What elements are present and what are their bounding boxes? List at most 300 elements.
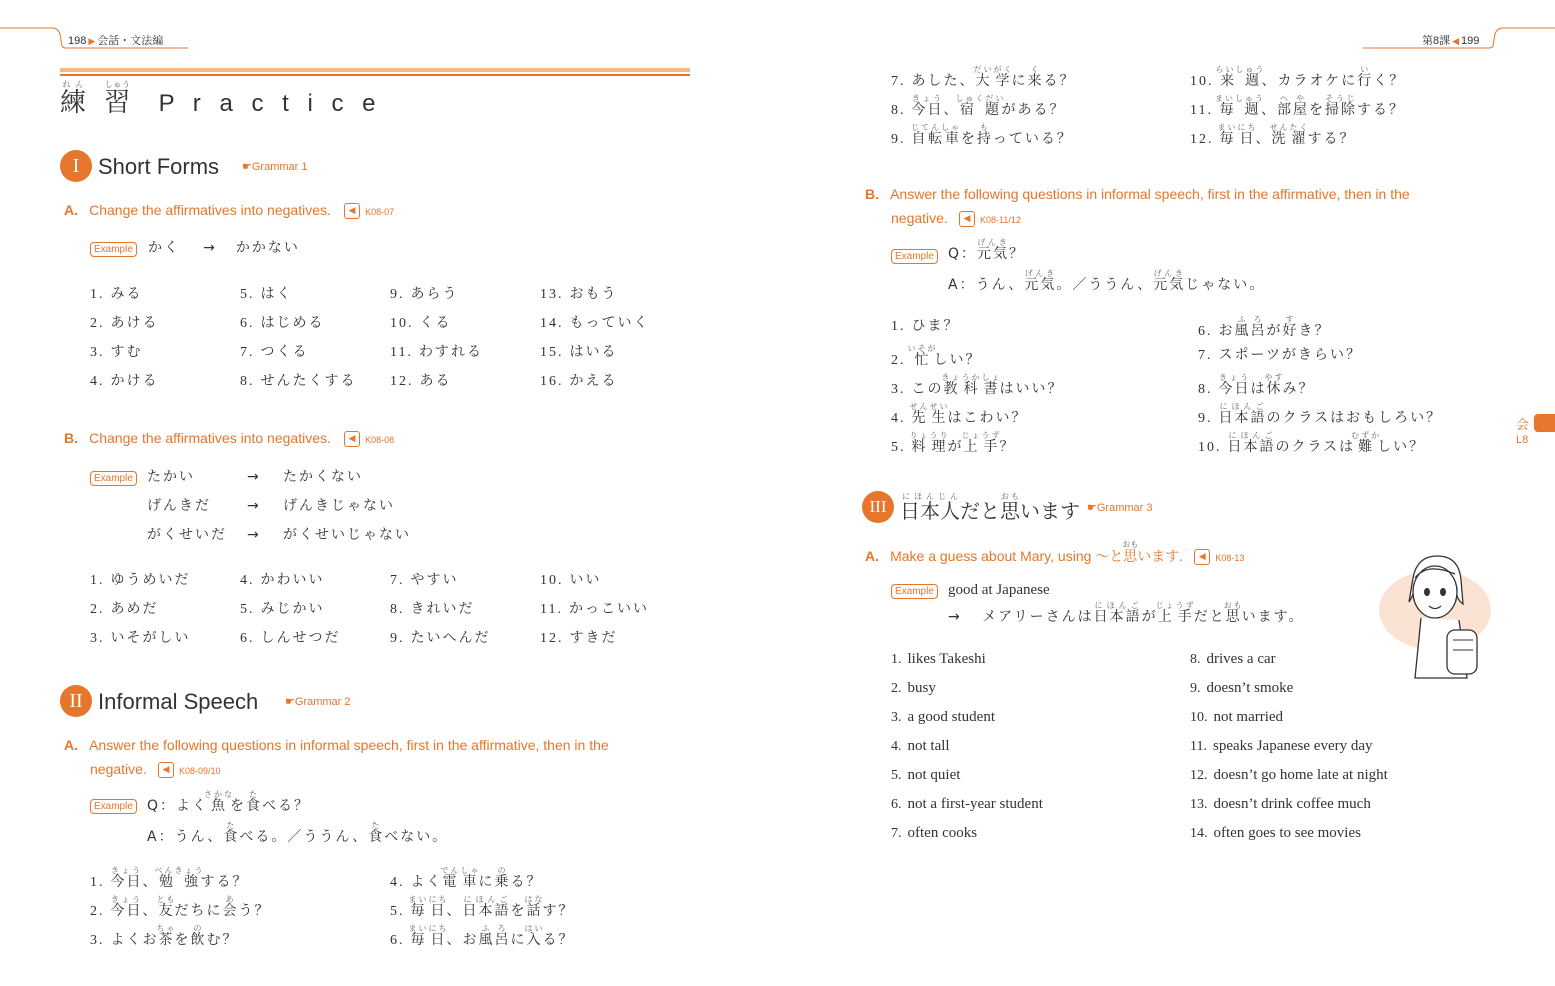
q-kanji: 元気 — [977, 246, 1010, 262]
item-number: 8. — [1190, 652, 1201, 667]
kana-text: しい？ — [933, 352, 982, 368]
exercise-item — [390, 569, 459, 589]
section-2-title: Informal Speech — [98, 689, 259, 714]
section-1a-heading — [64, 200, 394, 219]
kana-text: 、 — [943, 102, 960, 118]
example-question — [948, 238, 1265, 269]
example-from: げんきだ — [147, 498, 211, 514]
instruction-text-2: negative. — [891, 210, 948, 226]
item-text: もっていく — [569, 315, 650, 331]
item-text: かっこいい — [568, 601, 649, 617]
item-text — [911, 373, 1064, 397]
ruby-word — [1223, 601, 1244, 625]
item-number: 16. — [540, 374, 564, 389]
item-number: 2. — [891, 681, 902, 696]
kanji-text: 教科書 — [941, 381, 1002, 397]
kana-text: 、 — [142, 903, 159, 919]
a-ruby: げんき — [1024, 269, 1057, 278]
audio-code: K08-07 — [365, 207, 395, 217]
ruby-word — [440, 866, 481, 890]
instruction-text-2: negative. — [90, 761, 147, 777]
exercise-item — [90, 627, 191, 647]
kana-text: はこわい？ — [947, 410, 1028, 426]
furigana: きょうかしょ — [941, 373, 1002, 382]
exercise-item — [90, 341, 143, 361]
section-3a-heading — [865, 540, 1244, 566]
exercise-item — [390, 283, 459, 303]
item-number: 2. — [90, 904, 105, 919]
furigana: しゅくだい — [955, 94, 1006, 103]
item-text — [1218, 373, 1315, 397]
kana-text: に — [478, 874, 495, 890]
item-number: 6. — [240, 316, 255, 331]
exercise-item — [1190, 65, 1405, 90]
item-text — [1219, 347, 1362, 363]
ruby-word — [1357, 65, 1374, 89]
exercise-item — [1198, 431, 1425, 456]
furigana: ふろ — [1234, 315, 1267, 324]
kanji-text: 風呂 — [1234, 323, 1267, 339]
example-to: がくせいじゃない — [283, 527, 411, 543]
exercise-item — [891, 315, 960, 335]
item-number: 1. — [891, 319, 906, 334]
item-number: 11. — [1190, 739, 1207, 754]
kanji-text: 毎週 — [1214, 102, 1265, 118]
exercise-item — [891, 94, 1066, 119]
sub-letter: A. — [865, 548, 879, 564]
furigana: へや — [1276, 94, 1309, 103]
title-bar-underline — [60, 74, 690, 76]
kanji-text: 話 — [524, 903, 545, 919]
item-text: doesn’t smoke — [1206, 680, 1294, 696]
furigana: ちゃ — [156, 924, 177, 933]
item-number: 12. — [1190, 768, 1208, 783]
furigana: べんきょう — [154, 866, 205, 875]
item-text: はじめる — [260, 315, 325, 331]
exercise-item — [390, 924, 575, 949]
a-text: べない。 — [384, 829, 449, 845]
exercise-item — [90, 866, 249, 891]
exercise-item — [1198, 344, 1362, 364]
item-number: 15. — [540, 345, 564, 360]
kana-text: する？ — [1356, 102, 1405, 118]
item-number: 2. — [90, 602, 105, 617]
kana-text: この — [911, 381, 944, 397]
item-number: 10. — [390, 316, 414, 331]
item-number: 10. — [540, 573, 564, 588]
sub-letter: A. — [64, 202, 78, 218]
exercise-item — [891, 344, 982, 369]
item-number: 8. — [1198, 382, 1213, 397]
furigana: はな — [524, 895, 545, 904]
kanji-text: 来週 — [1215, 73, 1266, 89]
kana-text: だと — [960, 499, 1000, 523]
example-badge: Example — [90, 242, 137, 257]
a-label: A： — [147, 829, 175, 845]
item-text: likes Takeshi — [907, 651, 986, 667]
example-to: たかくない — [283, 469, 363, 485]
audio-speaker-icon[interactable]: ◀ — [1194, 549, 1210, 565]
item-text: せんたくする — [260, 373, 357, 389]
item-number: 2. — [90, 316, 105, 331]
a-kanji: 食 — [223, 829, 240, 845]
ruby-word — [462, 895, 511, 919]
lesson-side-tab[interactable] — [1512, 414, 1555, 446]
item-text: ゆうめいだ — [110, 572, 191, 588]
kanji-text: 今日 — [110, 903, 143, 919]
exercise-item — [240, 312, 325, 332]
kana-text: 、 — [142, 874, 159, 890]
a-text: じゃない。 — [1185, 277, 1266, 293]
furigana: にほんご — [1093, 601, 1142, 610]
section-3a-example — [891, 579, 1050, 599]
ruby-word — [911, 94, 944, 118]
item-text: かえる — [569, 373, 618, 389]
exercise-item — [390, 341, 483, 361]
furigana: いそが — [907, 344, 938, 353]
side-tab-marker — [1534, 414, 1555, 432]
ruby-word — [154, 866, 205, 890]
ruby-word — [1227, 431, 1276, 455]
item-number: 4. — [240, 573, 255, 588]
furigana: も — [976, 123, 993, 132]
kana-text: よくお — [110, 932, 159, 948]
exercise-item — [891, 709, 995, 726]
exercise-item — [1190, 796, 1371, 813]
kanji-text: 休 — [1264, 381, 1285, 397]
kanji-text: 入 — [524, 932, 545, 948]
section-2-grammar-ref[interactable]: ☛Grammar 2 — [285, 696, 351, 708]
exercise-item — [891, 825, 977, 842]
arrow: → — [948, 609, 962, 625]
furigana: らいしゅう — [1215, 65, 1266, 74]
kana-text: に — [510, 932, 527, 948]
ruby-word — [973, 65, 1014, 89]
section-2-numeral: II — [60, 685, 92, 717]
kana-text: る？ — [510, 874, 543, 890]
item-text — [110, 895, 271, 919]
q-kanji: 魚 — [204, 798, 235, 814]
kana-text: あした、 — [911, 73, 976, 89]
kanji-text: 大学 — [973, 73, 1014, 89]
item-text — [911, 65, 1076, 89]
item-text — [907, 344, 982, 368]
ruby-word — [408, 924, 449, 948]
ruby-word — [911, 123, 962, 147]
kana-text: ？ — [999, 439, 1016, 455]
a-kanji: 食 — [368, 829, 385, 845]
mary-illustration — [1375, 548, 1495, 683]
ruby-word — [1027, 65, 1044, 89]
exercise-item — [240, 283, 293, 303]
kana-text: き？ — [1298, 323, 1331, 339]
exercise-item — [90, 312, 159, 332]
exercise-item — [90, 895, 271, 920]
item-number: 12. — [390, 374, 414, 389]
item-number: 8. — [390, 602, 405, 617]
item-number: 3. — [90, 631, 105, 646]
kana-text: する？ — [200, 874, 249, 890]
item-number: 7. — [1198, 348, 1213, 363]
example-from: かく — [148, 240, 180, 256]
exercise-item — [891, 373, 1064, 398]
item-text — [911, 123, 1073, 147]
item-text — [1217, 123, 1356, 147]
kanji-text: 来 — [1027, 73, 1044, 89]
item-text: すきだ — [569, 630, 618, 646]
item-text: doesn’t go home late at night — [1213, 767, 1388, 783]
ruby-word — [524, 924, 545, 948]
kana-text: す？ — [542, 903, 575, 919]
kanji-text: 今日 — [911, 102, 944, 118]
a-ruby: た — [223, 821, 240, 830]
ruby-word — [110, 866, 143, 890]
kana-text: る？ — [1043, 73, 1076, 89]
kana-text: お — [462, 932, 479, 948]
ruby-word — [1217, 123, 1258, 147]
item-text — [911, 94, 1066, 118]
item-text: いそがしい — [110, 630, 191, 646]
ruby-word — [494, 866, 511, 890]
exercise-item — [1190, 94, 1405, 119]
item-text: みじかい — [260, 601, 325, 617]
item-number: 8. — [240, 374, 255, 389]
kana-text: メアリーさんは — [982, 609, 1094, 625]
kanji-text: 洗濯 — [1269, 131, 1310, 147]
kanji-text: 友 — [156, 903, 177, 919]
instruction-text: Answer the following questions in informal speech, first in the affirmative, then in the — [890, 186, 1410, 202]
exercise-item — [540, 370, 618, 390]
exercise-item — [540, 627, 618, 647]
item-text: いい — [569, 572, 602, 588]
furigana: だいがく — [973, 65, 1014, 74]
section-1-title: Short Forms — [98, 154, 220, 179]
exercise-item — [891, 680, 936, 697]
right-lesson-name: 第8課 — [1422, 35, 1451, 47]
item-text: あける — [110, 315, 159, 331]
furigana: まいにち — [1217, 123, 1258, 132]
ruby-word — [900, 492, 960, 523]
kanji-text: 今日 — [110, 874, 143, 890]
exercise-item — [1190, 651, 1276, 668]
example-japanese — [982, 601, 1305, 625]
section-1b-heading — [64, 428, 394, 447]
furigana: きょう — [110, 866, 143, 875]
exercise-item — [240, 627, 341, 647]
triangle-right-icon: ▶ — [88, 36, 96, 46]
kanji-text: 思 — [1000, 499, 1020, 523]
audio-code: K08-13 — [1215, 553, 1245, 563]
q-text: を — [230, 798, 247, 814]
kana-text: む？ — [206, 932, 239, 948]
item-number: 9. — [891, 132, 906, 147]
furigana: の — [494, 866, 511, 875]
exercise-item — [891, 123, 1073, 148]
ruby-word — [1282, 315, 1299, 339]
q-label: Q： — [147, 798, 177, 814]
kana-text: 、カラオケに — [1261, 73, 1358, 89]
exercise-item — [390, 895, 575, 920]
item-text: doesn’t drink coffee much — [1213, 796, 1371, 812]
audio-speaker-icon[interactable]: ◀ — [158, 762, 174, 778]
exercise-item — [540, 312, 650, 332]
item-text: わすれる — [418, 344, 483, 360]
kanji-text: 行 — [1357, 73, 1374, 89]
ruby-word — [408, 895, 449, 919]
item-number: 3. — [90, 345, 105, 360]
ruby-word — [1234, 315, 1267, 339]
ruby-word — [955, 94, 1006, 118]
exercise-item — [390, 598, 475, 618]
kanji-text: 部屋 — [1276, 102, 1309, 118]
kana-text: み？ — [1282, 381, 1315, 397]
exercise-item — [1190, 680, 1293, 697]
kana-text: を — [960, 131, 977, 147]
kana-text: 、 — [446, 932, 463, 948]
exercise-item — [540, 569, 602, 589]
instruction-text: Change the affirmatives into negatives. — [89, 430, 331, 446]
exercise-item — [1198, 315, 1331, 340]
item-number: 7. — [891, 826, 902, 841]
kanji-text: 思 — [1223, 609, 1244, 625]
kana-text: は — [1250, 381, 1267, 397]
item-number: 3. — [891, 710, 902, 725]
section-3-title — [900, 492, 1080, 524]
instruction-text-end: います. — [1137, 548, 1184, 564]
example-badge: Example — [90, 799, 137, 814]
q-ruby: げんき — [977, 238, 1010, 247]
exercise-item — [240, 569, 325, 589]
example-badge: Example — [90, 471, 137, 486]
section-3a-example-jp — [948, 601, 1305, 626]
ruby-word — [907, 344, 938, 368]
kana-text: る？ — [542, 932, 575, 948]
section-3-grammar-ref[interactable]: ☛Grammar 3 — [1087, 502, 1153, 514]
item-number: 11. — [1190, 103, 1213, 118]
kanji-text: 勉強 — [154, 874, 205, 890]
ruby-word — [1155, 601, 1196, 625]
sub-letter: B. — [64, 430, 78, 446]
header-left — [68, 32, 163, 48]
item-text — [1214, 94, 1405, 118]
example-to: かかない — [235, 240, 300, 256]
example-from: がくせいだ — [147, 527, 227, 543]
item-number: 9. — [1198, 411, 1213, 426]
kanji-text: 難 — [1351, 439, 1382, 455]
exercise-item — [390, 312, 452, 332]
item-text: あめだ — [110, 601, 159, 617]
ruby-word — [190, 924, 207, 948]
item-text: やすい — [410, 572, 459, 588]
ruby-word — [976, 123, 993, 147]
item-text — [1227, 431, 1426, 455]
exercise-item — [891, 738, 950, 755]
audio-speaker-icon[interactable]: ◀ — [959, 211, 975, 227]
exercise-item — [90, 598, 159, 618]
item-number: 13. — [1190, 797, 1208, 812]
item-number: 12. — [1190, 132, 1214, 147]
section-1-grammar-ref[interactable]: ☛Grammar 1 — [242, 161, 308, 173]
item-text: speaks Japanese every day — [1212, 738, 1373, 754]
ruby-word — [1351, 431, 1382, 455]
kanji-text: 上手 — [1155, 609, 1196, 625]
item-number: 10. — [1190, 74, 1214, 89]
item-number: 5. — [390, 904, 405, 919]
section-2a-heading — [64, 733, 704, 783]
ruby-word — [1276, 94, 1309, 118]
sub-letter: A. — [64, 737, 78, 753]
section-2b-example — [948, 238, 1265, 300]
item-text: a good student — [907, 709, 995, 725]
furigana: じてんしゃ — [911, 123, 962, 132]
exercise-item — [390, 627, 491, 647]
item-text — [410, 866, 543, 890]
arrow: → — [203, 240, 217, 256]
example-to: げんきじゃない — [283, 498, 395, 514]
item-number: 14. — [1190, 826, 1208, 841]
exercise-item — [1190, 738, 1373, 755]
audio-speaker-icon[interactable]: ◀ — [344, 431, 360, 447]
item-text: かける — [110, 373, 159, 389]
item-number: 9. — [1190, 681, 1201, 696]
a-ruby: た — [368, 821, 385, 830]
q-text: よく — [176, 798, 209, 814]
kanji-text: 日本語 — [1227, 439, 1276, 455]
item-text: not a first-year student — [907, 796, 1043, 812]
furigana: おも — [1223, 601, 1244, 610]
audio-code: K08-09/10 — [179, 766, 221, 776]
kanji-text: 好 — [1282, 323, 1299, 339]
section-3-numeral: III — [862, 491, 894, 523]
example-line — [147, 524, 411, 544]
item-text: not tall — [907, 738, 950, 754]
exercise-item — [240, 370, 357, 390]
title-kanji-1: 練 — [60, 88, 87, 118]
exercise-item — [90, 924, 239, 949]
example-badge: Example — [891, 249, 938, 264]
ruby-word — [1218, 402, 1267, 426]
q-text: べる？ — [262, 798, 311, 814]
ruby-word — [941, 373, 1002, 397]
arrow: → — [247, 498, 261, 514]
audio-speaker-icon[interactable]: ◀ — [344, 203, 360, 219]
a-text: べる。／ううん、 — [239, 829, 369, 845]
q-ruby: た — [246, 790, 263, 799]
title-ruby-2: しゅう — [104, 80, 131, 89]
a-text: 。／ううん、 — [1056, 277, 1154, 293]
kana-text: 、 — [1260, 102, 1277, 118]
section-2a-example — [147, 790, 448, 852]
item-text: きれいだ — [410, 601, 475, 617]
kana-text: ひま？ — [911, 318, 960, 334]
exercise-item — [90, 370, 159, 390]
ruby-word — [222, 895, 239, 919]
arrow: → — [247, 469, 261, 485]
exercise-item — [90, 283, 143, 303]
kana-text: だと — [1193, 609, 1226, 625]
kana-text: を — [1308, 102, 1325, 118]
kana-text: が — [947, 439, 964, 455]
item-text: あらう — [410, 286, 459, 302]
instruction-text: Answer the following questions in informal speech, first in the affirmative, then in the — [89, 737, 609, 753]
kana-text: のクラスはおもしろい？ — [1266, 410, 1443, 426]
ruby-word — [156, 895, 177, 919]
item-number: 3. — [90, 933, 105, 948]
furigana: ふろ — [478, 924, 511, 933]
kana-text: お — [1218, 323, 1235, 339]
kanji-text: 電車 — [440, 874, 481, 890]
kanji-text: 掃除 — [1324, 102, 1357, 118]
